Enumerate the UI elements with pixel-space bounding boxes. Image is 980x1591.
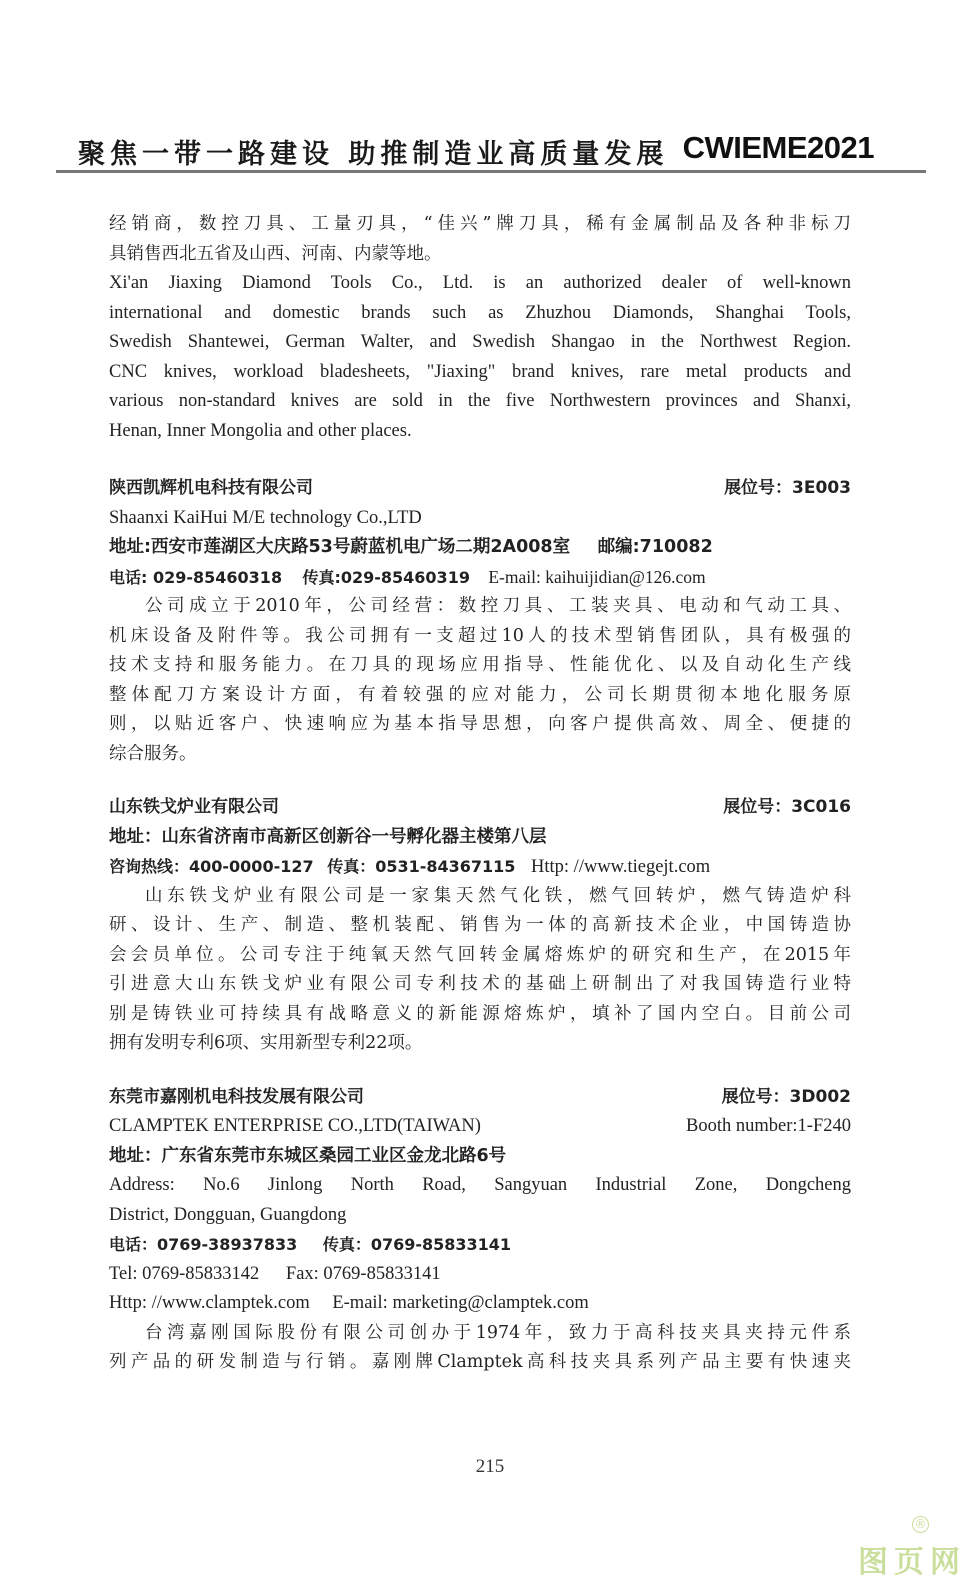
company-desc-line: 引进意大山东铁戈炉业有限公司专利技术的基础上研制出了对我国铸造行业特 (109, 974, 851, 994)
company-postcode: 邮编:710082 (597, 537, 713, 557)
company-fax: 传真：0531-84367115 (327, 857, 516, 876)
company-desc-line: 台湾嘉刚国际股份有限公司创办于1974年，致力于高科技夹具夹持元件系 (145, 1322, 851, 1343)
company-desc-line: 则，以贴近客户、快速响应为基本指导思想，向客户提供高效、周全、便捷的 (109, 714, 851, 734)
intro-en-line: international and domestic brands such as Zhuzhou Diamonds, Shanghai Tools, (109, 302, 851, 323)
company-desc-line: 会会员单位。公司专注于纯氧天然气回转金属熔炼炉的研究和生产，在2015年 (109, 944, 851, 965)
company-tel-en: Tel: 0769-85833142 (109, 1263, 260, 1284)
company-desc-line: 研、设计、生产、制造、整机装配、销售为一体的高新技术企业，中国铸造协 (109, 915, 851, 935)
company-tel: 电话: 029-85460318 (109, 567, 283, 587)
page-body (109, 210, 851, 1378)
intro-section (109, 210, 851, 446)
company-address-en-line: Address: No.6 Jinlong North Road, Sangyuan Industrial Zone, Dongcheng (109, 1175, 851, 1195)
page-number: 215 (475, 1456, 505, 1477)
company-address: 地址：山东省济南市高新区创新谷一号孵化器主楼第八层 (109, 826, 547, 847)
company-address: 地址:西安市莲湖区大庆路53号蔚蓝机电广场二期2A008室 (109, 537, 571, 557)
company-address-en-line: District, Dongguan, Guangdong (109, 1204, 347, 1225)
intro-cn-line: 具销售西北五省及山西、河南、内蒙等地。 (109, 243, 442, 264)
watermark-logo: 图页网 (858, 1545, 966, 1580)
company-desc-line: 机床设备及附件等。我公司拥有一支超过10人的技术型销售团队，具有极强的 (109, 625, 851, 646)
running-header (78, 128, 874, 172)
company-name-en: CLAMPTEK ENTERPRISE CO.,LTD(TAIWAN) (109, 1116, 481, 1136)
header-rule (56, 170, 926, 173)
company-name-en: Shaanxi KaiHui M/E technology Co.,LTD (109, 507, 422, 528)
company-entry-clamptek (109, 1083, 851, 1378)
booth-number: 展位号：3D002 (721, 1086, 851, 1107)
company-email[interactable]: E-mail: marketing@clamptek.com (332, 1293, 589, 1313)
intro-en-line: Swedish Shantewei, German Walter, and Swedish Shangao in the Northwest Region. (109, 332, 851, 352)
company-desc-line: 列产品的研发制造与行销。嘉刚牌Clamptek高科技夹具系列产品主要有快速夹 (109, 1352, 851, 1372)
company-name-cn: 山东铁戈炉业有限公司 (109, 797, 279, 817)
company-name-cn: 陕西凯辉机电科技有限公司 (109, 478, 313, 498)
company-fax: 传真:029-85460319 (302, 567, 470, 587)
company-tel: 电话：0769-38937833 (109, 1235, 298, 1254)
company-email[interactable]: E-mail: kaihuijidian@126.com (488, 566, 706, 587)
company-website[interactable]: Http: //www.clamptek.com (109, 1293, 310, 1313)
company-desc-line: 整体配刀方案设计方面，有着较强的应对能力，公司长期贯彻本地化服务原 (109, 684, 851, 705)
intro-cn-line: 经销商，数控刀具、工量刃具，“佳兴”牌刀具，稀有金属制品及各种非标刀 (109, 214, 851, 234)
company-desc-line: 山东铁戈炉业有限公司是一家集天然气化铁，燃气回转炉，燃气铸造炉科 (145, 885, 851, 906)
company-desc-line: 拥有发明专利6项、实用新型专利22项。 (109, 1033, 423, 1053)
company-desc-line: 别是铸铁业可持续具有战略意义的新能源熔炼炉，填补了国内空白。目前公司 (109, 1003, 851, 1024)
company-hotline: 咨询热线：400-0000-127 (109, 857, 314, 876)
intro-en-line: various non-standard knives are sold in the five Northwestern provinces and Shanxi, (109, 391, 851, 411)
company-website[interactable]: Http: //www.tiegejt.com (531, 857, 711, 877)
booth-number-en: Booth number:1-F240 (686, 1116, 851, 1136)
company-entry-kaihui (109, 474, 851, 769)
company-fax-en: Fax: 0769-85833141 (285, 1263, 441, 1284)
company-address: 地址：广东省东莞市东城区桑园工业区金龙北路6号 (109, 1145, 507, 1166)
company-desc-line: 技术支持和服务能力。在刀具的现场应用指导、性能优化、以及自动化生产线 (109, 655, 851, 675)
intro-en-line: Xi'an Jiaxing Diamond Tools Co., Ltd. is an authorized dealer of well-known (109, 273, 851, 293)
booth-number: 展位号：3E003 (724, 478, 851, 498)
registered-mark: ® (912, 1516, 929, 1533)
header-slogan: 聚焦一带一路建设 助推制造业高质量发展 (78, 139, 669, 170)
company-desc-line: 公司成立于2010年，公司经营：数控刀具、工装夹具、电动和气动工具、 (145, 596, 851, 616)
company-desc-line: 综合服务。 (109, 743, 197, 764)
company-fax: 传真：0769-85833141 (322, 1235, 512, 1254)
intro-en-line: CNC knives, workload bladesheets, "Jiaxing" brand knives, rare metal products and (109, 361, 851, 382)
company-name-cn: 东莞市嘉刚机电科技发展有限公司 (109, 1086, 364, 1107)
header-brand: CWIEME2021 (682, 130, 874, 165)
company-entry-tiege (109, 793, 851, 1059)
intro-en-line: Henan, Inner Mongolia and other places. (109, 420, 412, 441)
booth-number: 展位号：3C016 (723, 797, 851, 817)
